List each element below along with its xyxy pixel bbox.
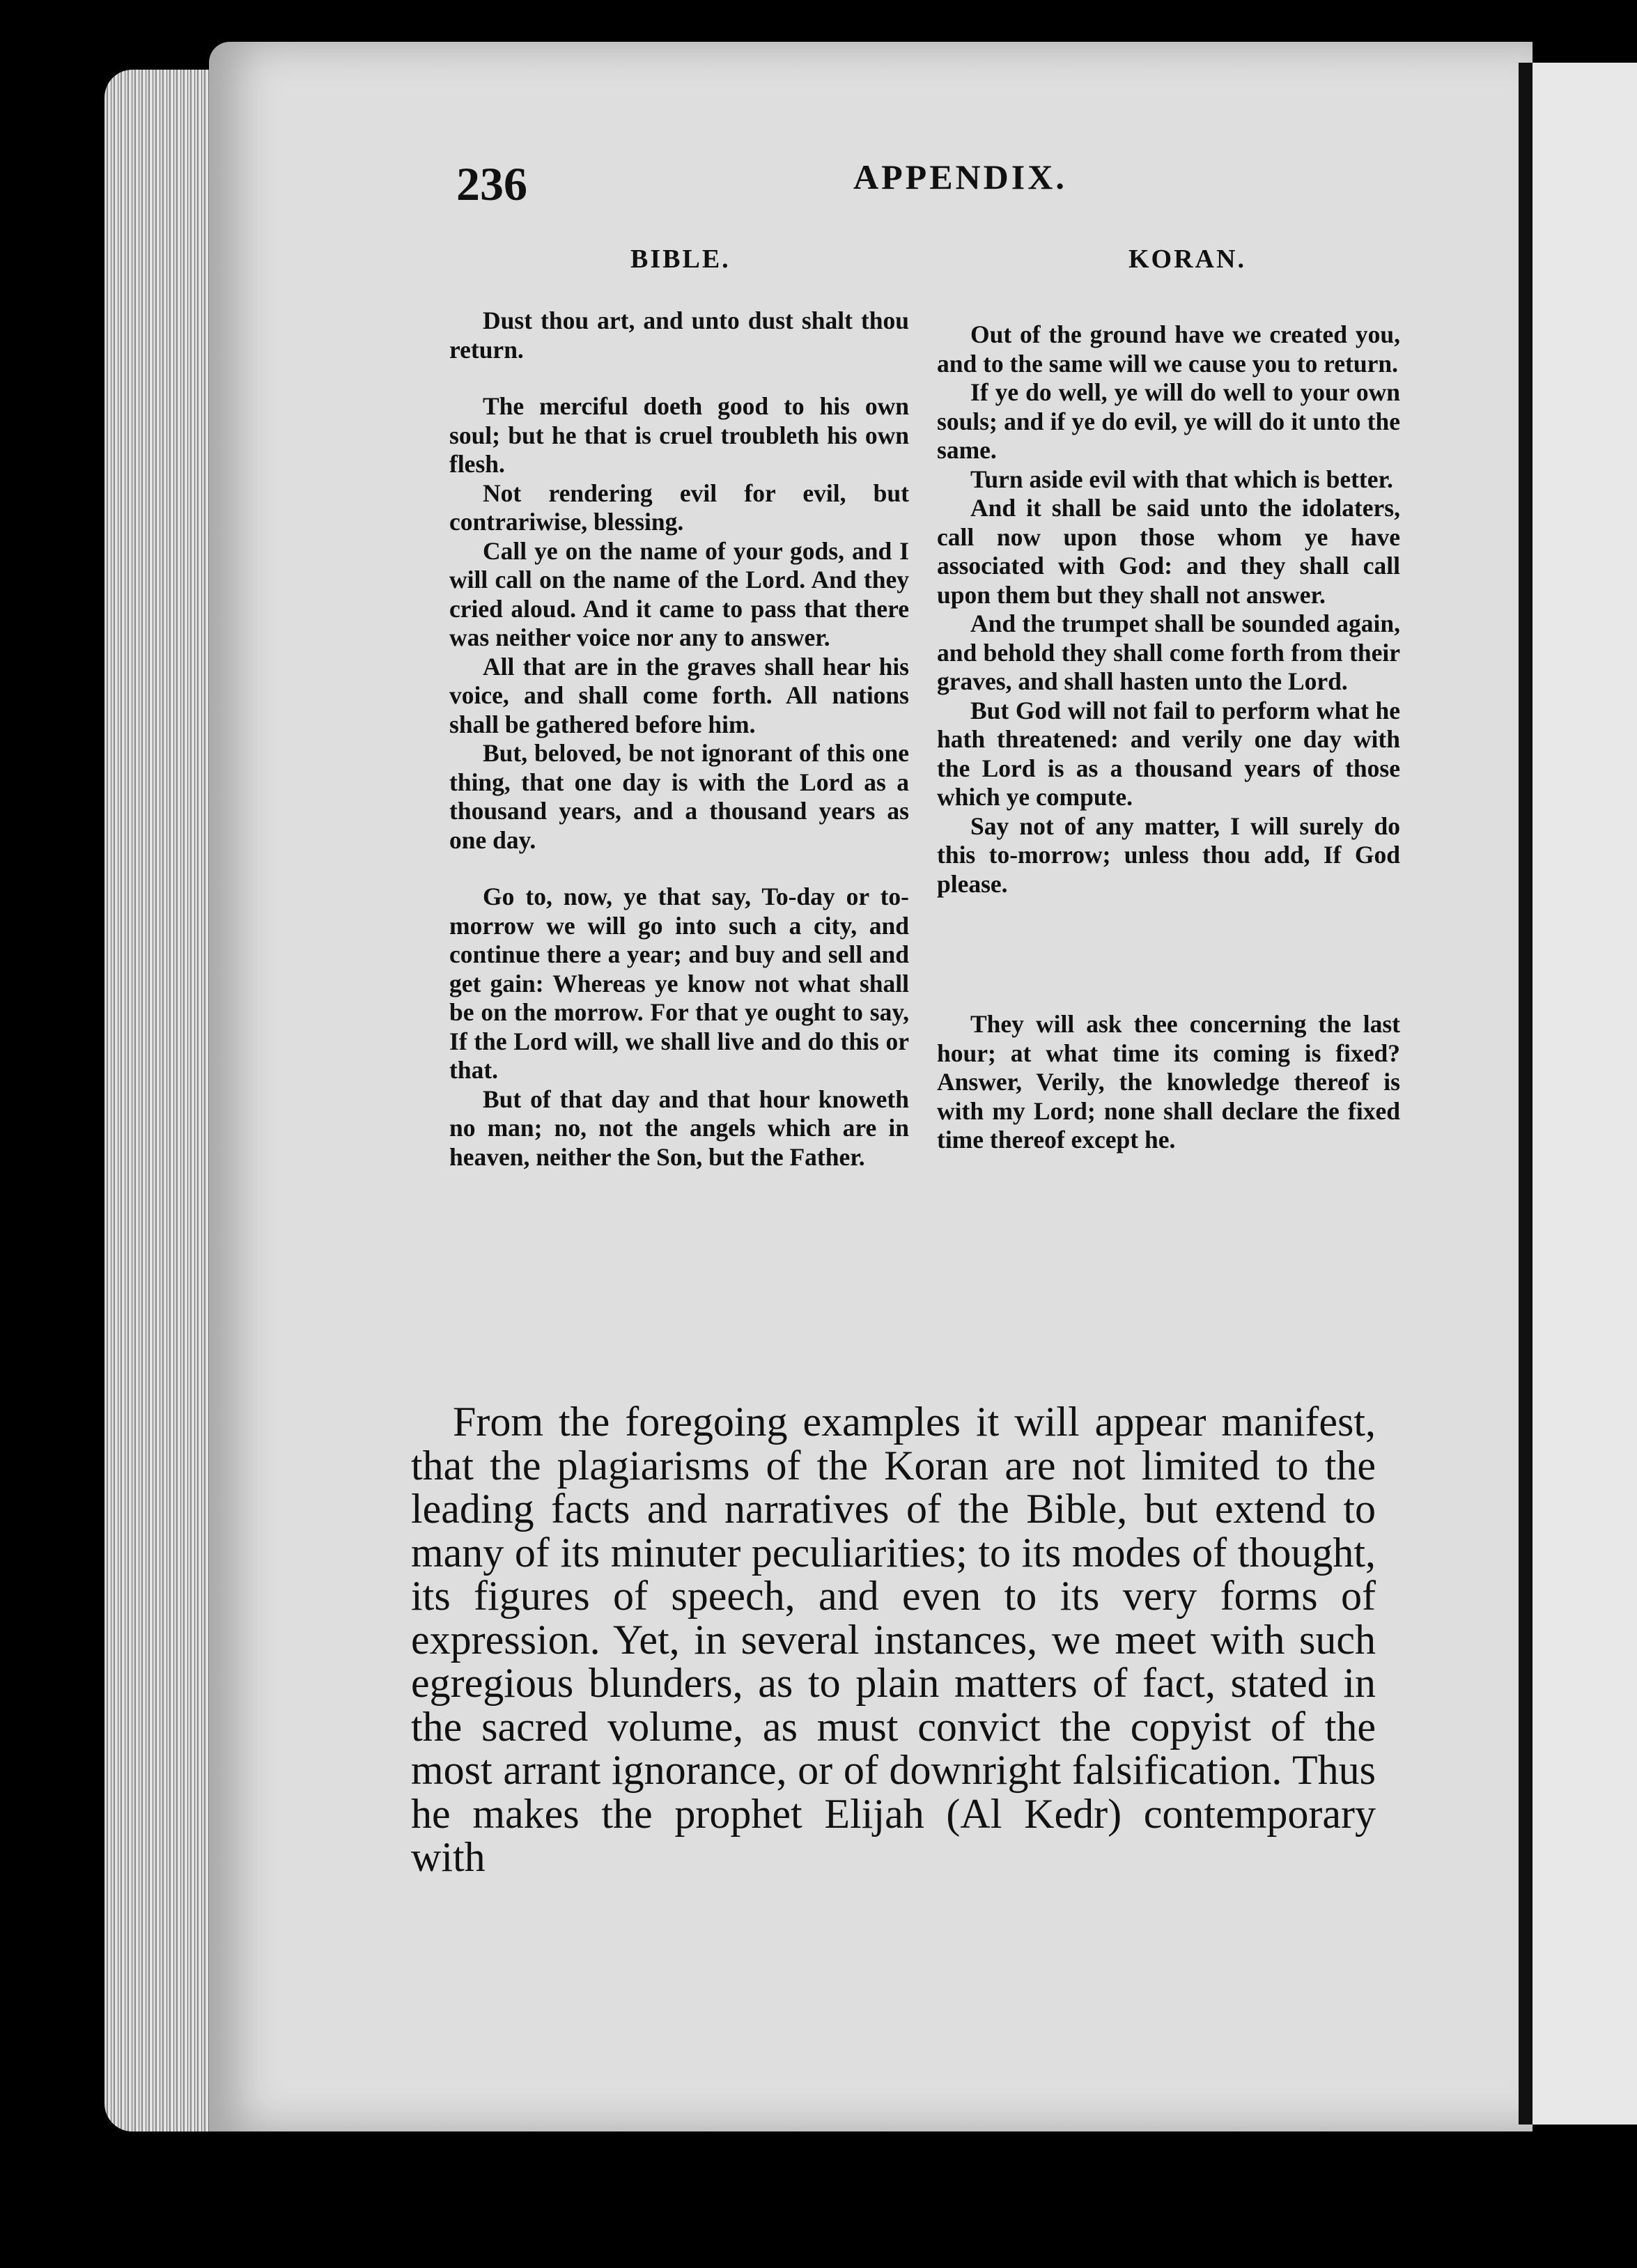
koran-verse: But God will not fail to perform what he hath threatened: and verily one day with the Lord is as a thousand years of those which ye compute.: [937, 696, 1400, 811]
koran-verse: Say not of any matter, I will surely do this to-morrow; unless thou add, If God please.: [937, 811, 1400, 898]
body-paragraph: [411, 1400, 1376, 1879]
bible-verse: Not rendering evil for evil, but contrariwise, blessing.: [449, 479, 909, 536]
facing-page-edge: [1533, 63, 1637, 2125]
bible-column: [449, 306, 909, 1172]
bible-verse: But of that day and that hour knoweth no man; no, not the angels which are in heaven, neither the Son, but the Father.: [449, 1085, 909, 1171]
bible-verse: But, beloved, be not ignorant of this one thing, that one day is with the Lord as a thousand years, and a thousand years as one day.: [449, 739, 909, 854]
koran-verse: And the trumpet shall be sounded again, and behold they shall come forth from their graves, and shall hasten unto the Lord.: [937, 609, 1400, 695]
koran-verse: And it shall be said unto the idolaters, call now upon those whom ye have associated with God: and they shall call upon them but they shall not answer.: [937, 494, 1400, 609]
book-page-edges: [104, 70, 216, 2131]
koran-verse: If ye do well, ye will do well to your own souls; and if ye do evil, ye will do it unto the same.: [937, 378, 1400, 464]
bible-verse: Call ye on the name of your gods, and I will call on the name of the Lord. And they cried aloud. And it came to pass that there was neither voice nor any to answer.: [449, 536, 909, 651]
bible-verse: The merciful doeth good to his own soul; but he that is cruel troubleth his own flesh.: [449, 392, 909, 478]
page-number: 236: [456, 157, 527, 210]
koran-verse: Turn aside evil with that which is better.: [970, 465, 1393, 493]
koran-column-heading: KORAN.: [1128, 244, 1246, 274]
bible-column-heading: BIBLE.: [630, 244, 731, 274]
bible-verse: Go to, now, ye that say, To-day or to-morrow we will go into such a city, and continue there a year; and buy and sell and get gain: Whereas ye know not what shall be on the morrow. For that ye ought to say, If the Lord will, we shall live and do this or that.: [449, 883, 909, 1084]
book-gutter: [1519, 63, 1534, 2125]
bible-verse: All that are in the graves shall hear his voice, and shall come forth. All nations shall be gathered before him.: [449, 652, 909, 738]
koran-column: [937, 320, 1400, 1155]
running-title: APPENDIX.: [853, 157, 1067, 196]
body-text: From the foregoing examples it will appear manifest, that the plagiarisms of the Koran are not limited to the leading facts and narratives of the Bible, but extend to many of its minuter peculiarities; to its modes of thought, its figures of speech, and even to its very forms of expression. Yet, in several instances, we meet with such egregious blunders, as to plain matters of fact, stated in the sacred volume, as must convict the copyist of the most arrant ignorance, or of downright falsification. Thus he makes the prophet Elijah (Al Kedr) contemporary with: [411, 1399, 1376, 1880]
bible-verse: Dust thou art, and unto dust shalt thou return.: [449, 306, 909, 364]
koran-verse: Out of the ground have we created you, and to the same will we cause you to return.: [937, 320, 1400, 378]
koran-verse: They will ask thee concerning the last hour; at what time its coming is fixed? Answer, Verily, the knowledge thereof is with my Lord; none shall declare the fixed time thereof except he.: [937, 1010, 1400, 1154]
